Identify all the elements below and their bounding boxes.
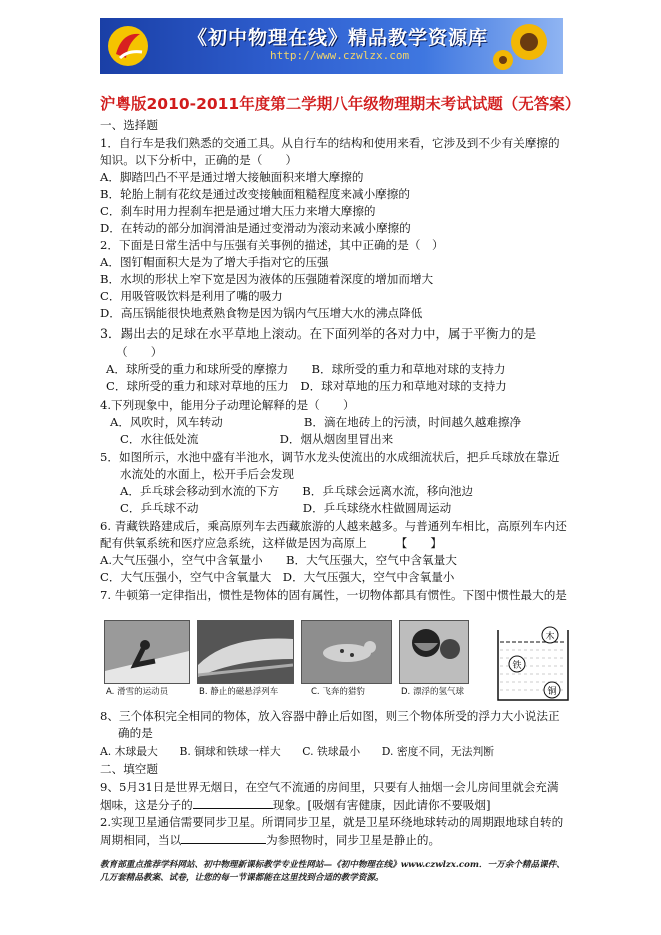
question-text: 2.实现卫星通信需要同步卫星。所谓同步卫星，就是卫星环绕地球转动的周期跟地球自转的: [100, 815, 564, 829]
answer-option: D．在转动的部分加润滑油是通过变滑动为滚动来减小摩擦的: [100, 221, 411, 235]
ball-label: 铜: [547, 687, 557, 697]
question-text: 2．下面是日常生活中与压强有关事例的描述，其中正确的是（ ）: [100, 238, 444, 252]
banner-url[interactable]: http://www.czwlzx.com: [270, 49, 410, 62]
page-title: 沪粤版2010-2011年度第二学期八年级物理期末考试试题（无答案）: [100, 95, 581, 113]
answer-option: C．大气压强小，空气中含氧量大 D．大气压强大，空气中含氧量小: [100, 570, 455, 584]
answer-option: A.大气压强小，空气中含氧量小 B．大气压强大，空气中含氧量大: [100, 553, 457, 567]
question-text: 确的是: [118, 726, 153, 740]
figure-caption: C. 飞奔的猎豹: [311, 687, 365, 697]
section-heading: 二、填空题: [100, 762, 158, 776]
answer-option: B．轮胎上制有花纹是通过改变接触面粗糙程度来减小摩擦的: [100, 187, 410, 201]
fill-blank[interactable]: [181, 832, 266, 844]
question-text: 4.下列现象中，能用分子动理论解释的是（ ）: [100, 398, 355, 412]
answer-option: A. 木球最大 B. 铜球和铁球一样大 C. 铁球最小 D. 密度不同，无法判断: [100, 745, 495, 758]
answer-option: A．风吹时，风车转动 B．滴在地砖上的污渍，时间越久越难擦净: [110, 415, 522, 429]
ball-label: 木: [545, 632, 555, 642]
site-logo-icon: [106, 24, 150, 68]
question-text: 6. 青藏铁路建成后，乘高原列车去西藏旅游的人越来越多。与普通列车相比，高原列车内还: [100, 519, 567, 533]
figure-caption: A. 滑雪的运动员: [106, 687, 169, 697]
answer-option: A．图钉帽面积大是为了增大手指对它的压强: [100, 255, 329, 269]
question-text: （ ）: [116, 345, 163, 359]
photo-skier: [104, 620, 190, 684]
question-text: 1．自行车是我们熟悉的交通工具。从自行车的结构和使用来看，它涉及到不少有关摩擦的: [100, 136, 560, 150]
answer-option: D．高压锅能很快地煮熟食物是因为锅内气压增大水的沸点降低: [100, 306, 423, 320]
header-banner: [100, 18, 563, 74]
question-text: 8、三个体积完全相同的物体，放入容器中静止后如图，则三个物体所受的浮力大小说法正: [100, 709, 560, 723]
question-text: 7. 牛顿第一定律指出，惯性是物体的固有属性，一切物体都具有惯性。下图中惯性最大的是: [100, 588, 567, 602]
answer-option: C．球所受的重力和球对草地的压力 D．球对草地的压力和草地对球的支持力: [106, 379, 507, 393]
footer-note: 教育部重点推荐学科网站、初中物理新课标教学专业性网站—《初中物理在线》www.czwlzx.com．一万余个精品课件、几万套精品教案、试卷，让您的每一节课都能在这里找到合适的教学资源。: [100, 860, 565, 883]
ball-label: 铁: [512, 661, 522, 671]
answer-option: A．脚踏凹凸不平是通过增大接触面积来增大摩擦的: [100, 170, 364, 184]
question-text: 水流处的水面上，松开手后会发现: [120, 467, 294, 481]
question-text: 5．如图所示，水池中盛有半池水，调节水龙头使流出的水成细流状后，把乒乓球放在靠近: [100, 450, 560, 464]
photo-balloon: [399, 620, 469, 684]
answer-option: C．刹车时用力捏刹车把是通过增大压力来增大摩擦的: [100, 204, 376, 218]
sunflower-icon: [489, 20, 559, 72]
question-text: 配有供氧系统和医疗应急系统，这样做是因为高原上 【 】: [100, 536, 443, 550]
answer-option: C．乒乓球不动 D．乒乓球绕水柱做圆周运动: [120, 501, 452, 515]
question-text: 周期相同，当以 为参照物时，同步卫星是静止的。: [100, 833, 441, 847]
answer-option: B．水坝的形状上窄下宽是因为液体的压强随着深度的增加而增大: [100, 272, 434, 286]
question-text: 3．踢出去的足球在水平草地上滚动。在下面列举的各对力中，属于平衡力的是: [100, 326, 537, 341]
question-text: 知识。以下分析中，正确的是（ ）: [100, 153, 298, 167]
photo-maglev-train: [197, 620, 294, 684]
question-text: 9、5月31日是世界无烟日，在空气不流通的房间里，只要有人抽烟一会儿房间里就会充满: [100, 780, 559, 794]
container-diagram: [496, 622, 570, 702]
answer-option: A．乒乓球会移动到水流的下方 B．乒乓球会远离水流，移向池边: [120, 484, 474, 498]
question-text: 烟味，这是分子的 现象。[吸烟有害健康，因此请你不要吸烟]: [100, 798, 491, 812]
banner-title: 《初中物理在线》精品教学资源库: [188, 27, 489, 49]
section-heading: 一、选择题: [100, 118, 158, 132]
photo-cheetah: [301, 620, 392, 684]
answer-option: C．用吸管吸饮料是利用了嘴的吸力: [100, 289, 283, 303]
figure-caption: D. 漂浮的氢气球: [401, 687, 464, 697]
answer-option: A．球所受的重力和球所受的摩擦力 B．球所受的重力和草地对球的支持力: [106, 362, 506, 376]
answer-option: C．水往低处流 D．烟从烟囱里冒出来: [120, 432, 394, 446]
figure-caption: B. 静止的磁悬浮列车: [199, 687, 279, 697]
fill-blank[interactable]: [193, 797, 273, 809]
